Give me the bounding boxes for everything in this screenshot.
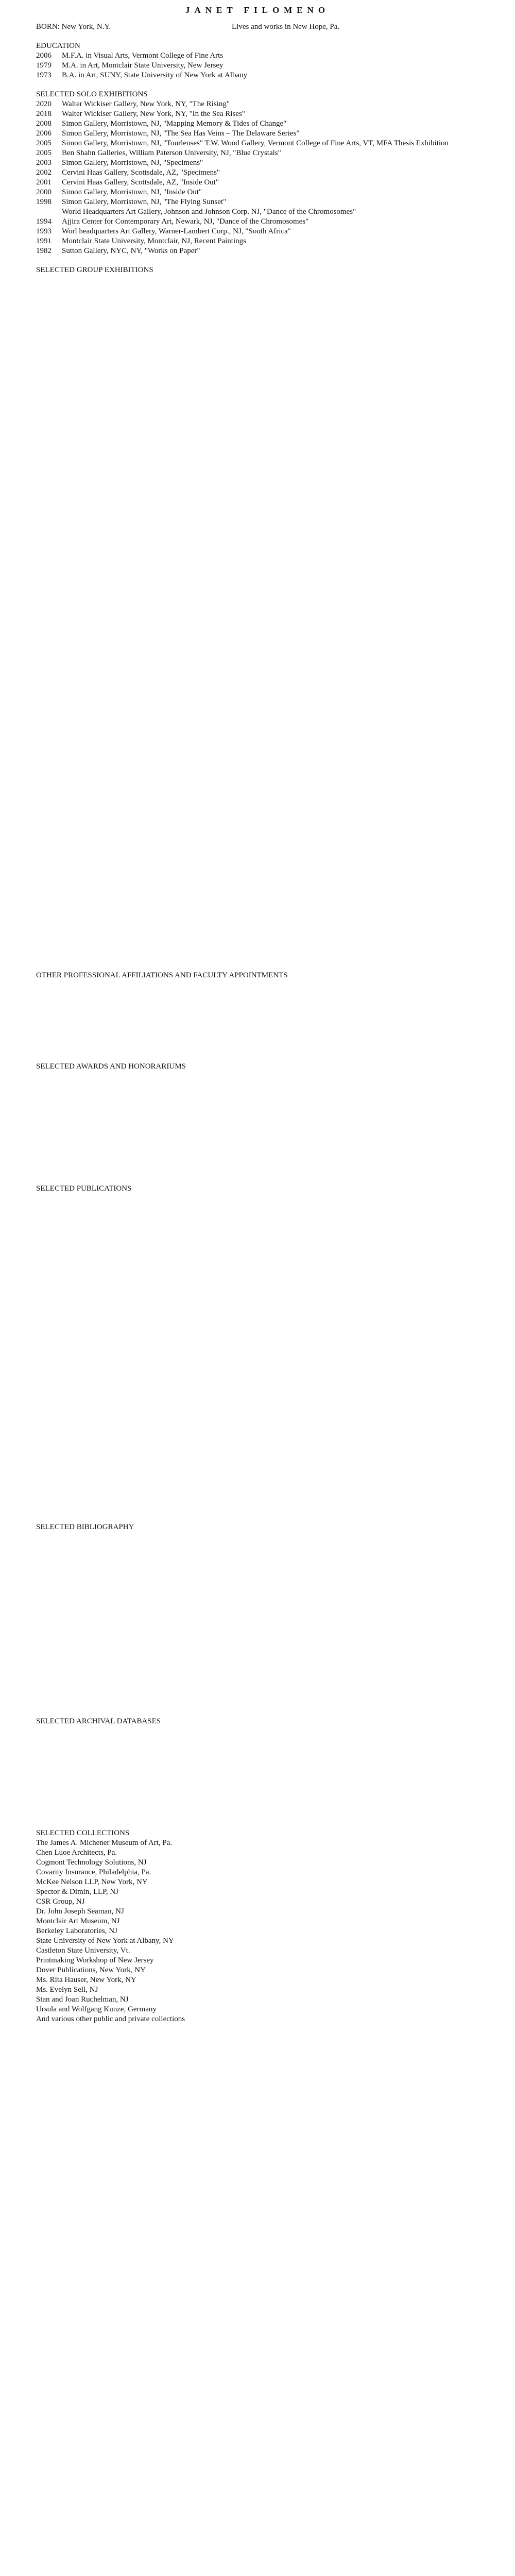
education-item-text: B.A. in Art, SUNY, State University of New York at Albany: [62, 71, 248, 79]
solo-exhibition-item-text: Ben Shahn Galleries, William Paterson University, NJ, "Blue Crystals": [62, 149, 281, 157]
solo-exhibition-item: [36, 246, 479, 256]
collection-item: Montclair Art Museum, NJ: [36, 1917, 120, 1925]
collection-item: Printmaking Workshop of New Jersey: [36, 1956, 154, 1964]
page-title: JANET FILOMENO: [185, 5, 330, 15]
solo-exhibition-item-text: Simon Gallery, Morristown, NJ, "Tourlenses" T.W. Wood Gallery, Vermont College of Fine Arts, VT, MFA Thesis Exhibition: [62, 139, 449, 147]
solo-exhibition-item: [36, 119, 479, 129]
education-item-year: 1979: [36, 61, 52, 70]
solo-exhibition-item-year: 1991: [36, 237, 52, 245]
awards-list: [36, 1072, 479, 1175]
solo-exhibition-item-year: 1994: [36, 217, 52, 226]
collection-item: Dover Publications, New York, NY: [36, 1966, 146, 1974]
collection-item: Chen Luoe Architects, Pa.: [36, 1849, 117, 1857]
solo-exhibition-item: [36, 148, 479, 158]
solo-exhibition-item: [36, 158, 479, 168]
collection-item: Ursula and Wolfgang Kunze, Germany: [36, 2005, 157, 2013]
bibliography-heading: SELECTED BIBLIOGRAPHY: [36, 1523, 134, 1531]
education-item-year: 1973: [36, 71, 52, 79]
solo-exhibition-item-text: Worl headquarters Art Gallery, Warner-Lambert Corp., NJ, "South Africa": [62, 227, 291, 235]
collection-item: The James A. Michener Museum of Art, Pa.: [36, 1839, 173, 1847]
born-line: [36, 22, 479, 32]
collection-item: Covarity Insurance, Philadelphia, Pa.: [36, 1868, 151, 1876]
education-item-text: M.A. in Art, Montclair State University, New Jersey: [62, 61, 224, 70]
affiliations-heading: OTHER PROFESSIONAL AFFILIATIONS AND FACULTY APPOINTMENTS: [36, 971, 288, 979]
collections-section: [36, 1828, 479, 2024]
collections-list: [36, 1838, 479, 2024]
collection-item: CSR Group, NJ: [36, 1897, 85, 1906]
solo-exhibition-item-year: [36, 207, 62, 217]
solo-exhibition-item-year: 2005: [36, 149, 52, 157]
collection-item: Castleton State University, Vt.: [36, 1946, 130, 1955]
residence-text: Lives and works in New Hope, Pa.: [232, 23, 340, 31]
group-exhibitions-heading: SELECTED GROUP EXHIBITIONS: [36, 266, 153, 274]
solo-exhibition-item-text: Simon Gallery, Morristown, NJ, "Specimens": [62, 159, 203, 167]
collection-item: Cogmont Technology Solutions, NJ: [36, 1858, 147, 1867]
solo-exhibition-item: [36, 197, 479, 207]
solo-exhibition-item: [36, 99, 479, 109]
solo-exhibition-item-year: 1982: [36, 247, 52, 255]
collection-item: Ms. Rita Hauser, New York, NY: [36, 1976, 136, 1984]
publications-list: [36, 1194, 479, 1513]
solo-exhibition-item-text: Simon Gallery, Morristown, NJ, "Inside Out": [62, 188, 202, 196]
solo-exhibition-item-year: 2001: [36, 178, 52, 187]
education-heading: EDUCATION: [36, 42, 80, 50]
solo-exhibition-item: [36, 236, 479, 246]
solo-exhibition-item: [36, 109, 479, 119]
solo-exhibition-item: [36, 178, 479, 188]
solo-exhibition-item: [36, 129, 479, 139]
solo-exhibition-item-text: Montclair State University, Montclair, NJ, Recent Paintings: [62, 237, 246, 245]
solo-exhibition-item-text: Simon Gallery, Morristown, NJ, "Mapping Memory & Tides of Change": [62, 120, 287, 128]
archival-heading: SELECTED ARCHIVAL DATABASES: [36, 1717, 161, 1725]
education-section: [36, 41, 479, 80]
solo-exhibition-item-text: Cervini Haas Gallery, Scottsdale, AZ, "Inside Out": [62, 178, 219, 187]
group-exhibitions-section: [36, 265, 479, 878]
solo-exhibition-item: [36, 139, 479, 148]
collections-heading: SELECTED COLLECTIONS: [36, 1829, 130, 1837]
archival-section: [36, 1717, 479, 1819]
education-item: [36, 51, 479, 61]
solo-exhibitions-section: [36, 90, 479, 256]
solo-exhibition-item-text: Simon Gallery, Morristown, NJ, "The Sea Has Veins – The Delaware Series": [62, 129, 300, 138]
solo-exhibition-item: [36, 227, 479, 236]
collection-item: And various other public and private collections: [36, 2015, 185, 2023]
solo-exhibition-item: [36, 217, 479, 227]
solo-exhibition-item-text: Sutton Gallery, NYC, NY, "Works on Paper": [62, 247, 200, 255]
awards-section: [36, 1062, 479, 1175]
publications-section: [36, 1184, 479, 1513]
solo-exhibition-item-year: 1998: [36, 198, 52, 206]
solo-exhibition-item-year: 2006: [36, 129, 52, 138]
education-item-text: M.F.A. in Visual Arts, Vermont College of Fine Arts: [62, 52, 224, 60]
solo-exhibition-item-text: World Headquarters Art Gallery, Johnson and Johnson Corp. NJ, "Dance of the Chromosomes": [62, 208, 356, 216]
group-exhibitions-list: [36, 275, 479, 878]
solo-exhibition-item: [36, 207, 479, 217]
solo-exhibition-item-text: Walter Wickiser Gallery, New York, NY, "The Rising": [62, 100, 230, 108]
solo-exhibitions-heading: SELECTED SOLO EXHIBITIONS: [36, 90, 148, 98]
solo-exhibition-item-text: Walter Wickiser Gallery, New York, NY, "In the Sea Rises": [62, 110, 245, 118]
solo-exhibition-item-year: 2005: [36, 139, 52, 147]
solo-exhibition-item: [36, 168, 479, 178]
solo-exhibition-item-year: 2002: [36, 168, 52, 177]
collection-item: Spector & Dimin, LLP, NJ: [36, 1888, 118, 1896]
solo-exhibition-item-year: 2000: [36, 188, 52, 196]
solo-exhibition-item-year: 2020: [36, 100, 52, 108]
archival-list: [36, 1726, 479, 1819]
solo-exhibition-item-year: 2008: [36, 120, 52, 128]
publications-heading: SELECTED PUBLICATIONS: [36, 1184, 132, 1193]
bibliography-list: [36, 1532, 479, 1707]
affiliations-list: [36, 980, 479, 1053]
collection-item: State University of New York at Albany, NY: [36, 1937, 174, 1945]
born-text: BORN: New York, N.Y.: [36, 23, 111, 31]
education-list: [36, 51, 479, 80]
solo-exhibition-item-year: 2003: [36, 159, 52, 167]
bibliography-section: [36, 1522, 479, 1707]
collection-item: Dr. John Joseph Seaman, NJ: [36, 1907, 124, 1916]
solo-exhibition-item-text: Simon Gallery, Morristown, NJ, "The Flying Sunset": [62, 198, 227, 206]
solo-exhibition-item-text: Cervini Haas Gallery, Scottsdale, AZ, "Specimens": [62, 168, 220, 177]
awards-heading: SELECTED AWARDS AND HONORARIUMS: [36, 1062, 186, 1071]
collection-item: Stan and Joan Ruchelman, NJ: [36, 1995, 129, 2004]
solo-exhibitions-list: [36, 99, 479, 256]
collection-item: Ms. Evelyn Sell, NJ: [36, 1986, 98, 1994]
solo-exhibition-item-year: 1993: [36, 227, 52, 235]
education-item-year: 2006: [36, 52, 52, 60]
education-item: [36, 61, 479, 71]
affiliations-section: [36, 971, 479, 1053]
solo-exhibition-item-text: Ajjira Center for Contemporary Art, Newark, NJ, "Dance of the Chromosomes": [62, 217, 309, 226]
collection-item: McKee Nelson LLP, New York, NY: [36, 1878, 148, 1886]
education-item: [36, 71, 479, 80]
collection-item: Berkeley Laboratories, NJ: [36, 1927, 117, 1935]
solo-exhibition-item-year: 2018: [36, 110, 52, 118]
solo-exhibition-item: [36, 188, 479, 197]
